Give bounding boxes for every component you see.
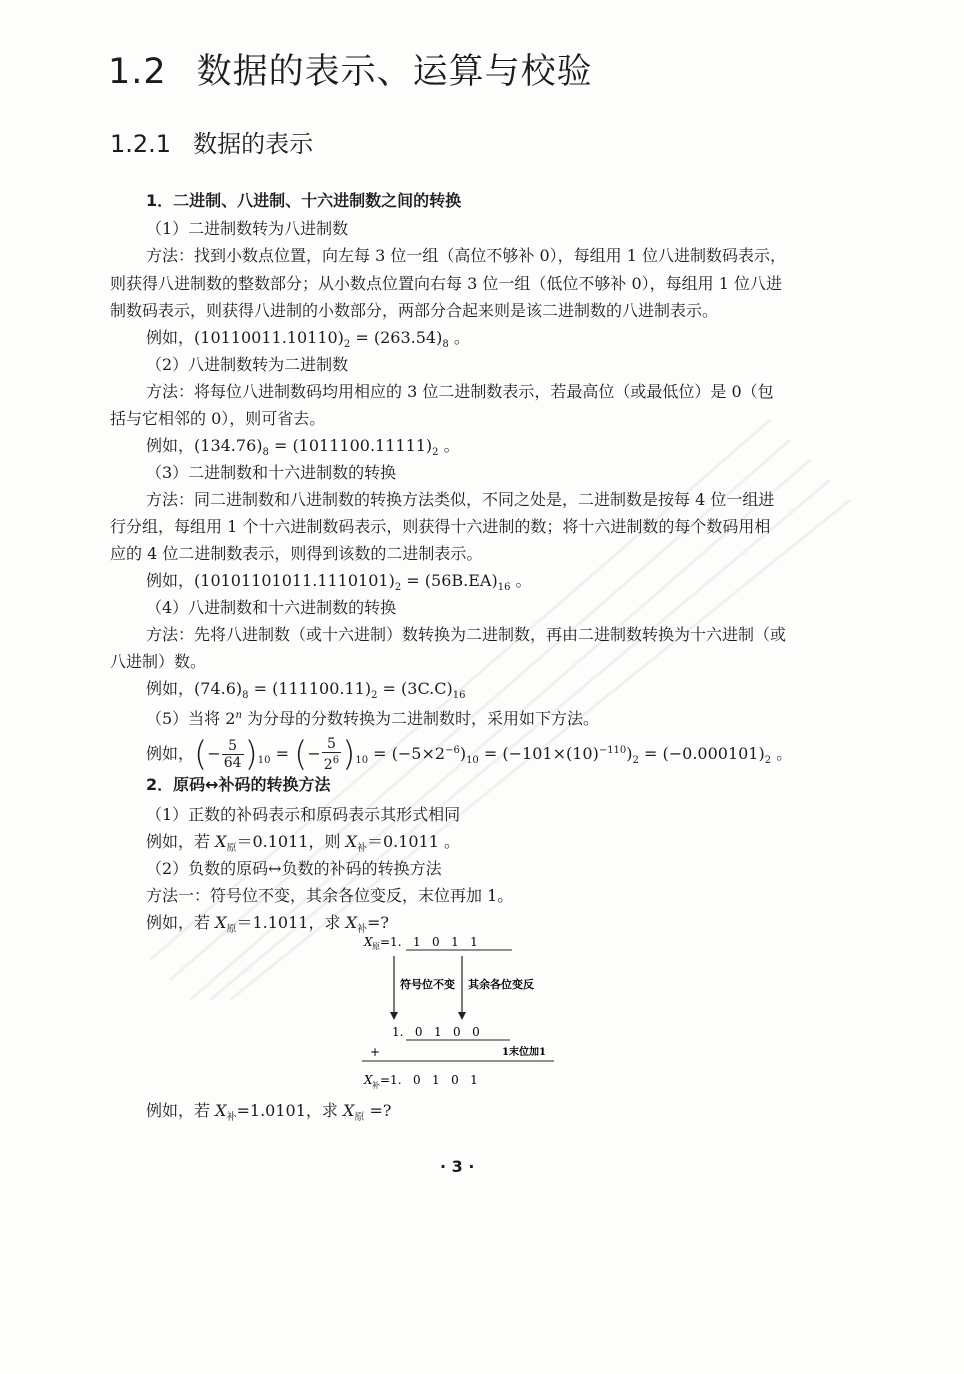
bu-sub: 补	[226, 1112, 237, 1123]
part1-item2-text-1: 方法：将每位八进制数码均用相应的 3 位二进制数表示，若最高位（或最低位）是 0（包	[146, 382, 774, 401]
subsection-title: 数据的表示	[193, 130, 314, 158]
x-var: X	[345, 913, 357, 932]
example-prefix: 例如，	[146, 328, 195, 347]
example-c: (3C.C)	[401, 679, 453, 698]
paren-close: )	[244, 734, 258, 775]
term-4-close: )	[626, 744, 633, 763]
example-end: 。	[515, 571, 532, 590]
base-10: 10	[257, 755, 271, 766]
term-3-exp: −6	[445, 745, 460, 756]
x-var: X	[342, 1101, 355, 1120]
example-rhs-base: 8	[442, 339, 449, 350]
part2-method1: 方法一：符号位不变，其余各位变反，末位再加 1。	[146, 886, 514, 905]
part2-item2-title: （2）负数的原码↔负数的补码的转换方法	[146, 859, 442, 878]
part1-item3-example: 例如，$(10101101011.1110101)_2 = (56B.EA)_{16}$ 。	[146, 571, 532, 593]
paren-open: (	[294, 734, 308, 775]
fraction-2-num: 5	[322, 736, 341, 753]
example-a: 例如，若	[146, 832, 216, 851]
diagram-left-label: 符号位不变	[400, 978, 455, 991]
fraction-2-den	[322, 753, 341, 773]
example-c: =?	[364, 1101, 392, 1120]
part1-item1-title: （1）二进制数转为八进制数	[146, 219, 349, 238]
fraction-1-den: 64	[223, 755, 242, 771]
example-prefix: 例如，	[146, 571, 195, 590]
part1-item1-text-2: 则获得八进制数的整数部分；从小数点位置向右每 3 位一组（低位不够补 0），每组用 1 位八进	[110, 274, 782, 293]
yuan-sub: 原	[354, 1112, 365, 1123]
example-a: 例如，若	[146, 1101, 216, 1120]
term-3: (−5×2	[391, 744, 446, 763]
example-b: (111100.11)	[272, 679, 372, 698]
term-4: (−101×(10)	[502, 744, 599, 763]
fraction-1	[222, 738, 244, 771]
part1-item3-title: （3）二进制数和十六进制数的转换	[146, 463, 397, 482]
bu-sub: 补	[356, 843, 367, 854]
example-end: 。	[453, 328, 470, 347]
diagram-x-yuan: X	[364, 935, 373, 949]
part1-item4-text-1: 方法：先将八进制数（或十六进制）数转换为二进制数，再由二进制数转换为十六进制（或	[146, 625, 787, 644]
part1-item4-text-2: 八进制）数。	[110, 652, 207, 671]
term-4-exp: −110	[598, 745, 627, 756]
example-end: 。	[776, 744, 793, 763]
example-rhs: (56B.EA)	[424, 571, 498, 590]
term-5: (−0.000101)	[662, 744, 765, 763]
example-lhs: (10110011.10110)	[194, 328, 344, 347]
section-title: 数据的表示、运算与校验	[196, 52, 593, 92]
diagram-mid-row: 1. 0 1 0 0	[392, 1025, 480, 1039]
x-var: X	[215, 913, 227, 932]
part1-item3-text-2: 行分组，每组用 1 个十六进制数码表示，则获得十六进制的数；将十六进制数的每个数码用相	[110, 517, 771, 536]
example-prefix: 例如，	[146, 679, 195, 698]
item5-title-b: 为分母的分数转换为二进制数时，采用如下方法。	[241, 709, 599, 728]
example-prefix: 例如，	[146, 436, 195, 455]
part2-item1-title: （1）正数的补码表示和原码表示其形式相同	[146, 805, 461, 824]
example-a-base: 8	[242, 690, 249, 701]
item5-title-a: （5）当将 2	[146, 709, 236, 728]
part1-item2-text-2: 括与它相邻的 0），则可省去。	[110, 409, 326, 428]
example-a: (74.6)	[194, 679, 243, 698]
part1-item2-example: 例如，$(134.76)_8 = (1011100.11111)_2$ 。	[146, 436, 460, 458]
example-b: ＝0.1011，则	[236, 832, 346, 851]
example-b: ＝1.1011，求	[236, 913, 346, 932]
example-rhs-base: 2	[432, 447, 439, 458]
x-var: X	[215, 1101, 227, 1120]
example-prefix: 例如，	[146, 744, 195, 763]
example-end: 。	[443, 436, 460, 455]
paren-close: )	[342, 734, 356, 775]
diagram-bottom-x: X	[364, 1073, 373, 1087]
example-lhs-base: 2	[343, 339, 351, 350]
page-number: · 3 ·	[440, 1157, 475, 1176]
fraction-2	[322, 736, 341, 773]
part2-item1-example	[146, 832, 460, 859]
base-10: 10	[466, 755, 479, 766]
example-b: =1.0101，求	[236, 1101, 343, 1120]
section-number: 1.2	[108, 52, 167, 92]
example-lhs: (134.76)	[194, 436, 263, 455]
part1-item4-title: （4）八进制数和十六进制数的转换	[146, 598, 397, 617]
item5-title-n: n	[235, 710, 242, 721]
fraction-1-num: 5	[222, 738, 244, 755]
part2-heading: 2．原码↔补码的转换方法	[146, 775, 331, 794]
example-rhs: (263.54)	[373, 328, 443, 347]
fraction-2-den-base: 2	[323, 757, 333, 773]
part1-item5-title	[146, 706, 599, 729]
example-rhs-base: 16	[497, 582, 511, 593]
diagram-bottom-row: =1. 0 1 0 1	[380, 1073, 478, 1087]
subsection-heading	[110, 124, 313, 159]
example-lhs-base: 8	[262, 447, 269, 458]
example-rhs: (1011100.11111)	[292, 436, 433, 455]
diagram-plus: +	[370, 1045, 381, 1059]
paren-open: (	[194, 734, 208, 775]
yuan-sub: 原	[226, 924, 237, 935]
base-2: 2	[764, 755, 772, 766]
diagram-right-arrowhead	[458, 1012, 466, 1020]
bu-sub: 补	[356, 924, 367, 935]
example-c: =?	[366, 913, 389, 932]
diagram-yuan-sub: 原	[372, 942, 380, 951]
part1-item3-text-3: 应的 4 位二进制数表示，则得到该数的二进制表示。	[110, 544, 483, 563]
example-c: ＝0.1011 。	[366, 832, 461, 851]
yuan-sub: 原	[226, 843, 237, 854]
diagram-add-label: 1末位加1	[502, 1047, 546, 1058]
part1-item1-text-3: 制数码表示，则获得八进制的小数部分，两部分合起来则是该二进制数的八进制表示。	[110, 301, 719, 320]
diagram-top-row: =1. 1 0 1 1	[380, 935, 478, 949]
base-2: 2	[632, 755, 639, 766]
part1-heading: 1．二进制、八进制、十六进制数之间的转换	[146, 191, 462, 210]
section-heading	[108, 44, 593, 94]
x-var: X	[215, 832, 227, 851]
fraction-2-den-exp: 6	[332, 755, 340, 766]
complement-conversion-diagram	[350, 928, 580, 1098]
diagram-right-label: 其余各位变反	[468, 978, 534, 991]
diagram-left-arrowhead	[390, 1012, 398, 1020]
diagram-bu-sub: 补	[372, 1081, 380, 1090]
example-lhs-base: 2	[394, 582, 402, 593]
example-a: 例如，若	[146, 913, 216, 932]
part1-item1-text-1: 方法：找到小数点位置，向左每 3 位一组（高位不够补 0），每组用 1 位八进制数码表示，	[146, 246, 786, 265]
subsection-number: 1.2.1	[110, 130, 172, 158]
base-10: 10	[355, 755, 369, 766]
part1-item5-example: 例如，(− $\frac{5}{64}$ )$_{10}$ = (− $\frac{5}{2^6}$ )$_{10} = (-5\times 2^{-6})_{10} = (-101\times(10)^{-110})_2 = (-0.000101)_2$ 。	[146, 734, 793, 775]
part1-item4-example: 例如，$(74.6)_8 = (111100.11)_2 = (3C.C)_{16}$	[146, 679, 466, 701]
term-3-close: )	[459, 744, 467, 763]
example-lhs: (10101101011.1110101)	[194, 571, 395, 590]
part1-item3-text-1: 方法：同二进制数和八进制数的转换方法类似，不同之处是，二进制数是按每 4 位一组进	[146, 490, 775, 509]
part1-item1-example: 例如，$(10110011.10110)_2 = (263.54)_8$ 。	[146, 328, 470, 350]
example-b-base: 2	[371, 690, 378, 701]
part1-item2-title: （2）八进制数转为二进制数	[146, 355, 349, 374]
x-var: X	[345, 832, 357, 851]
example-c-base: 16	[452, 690, 466, 701]
part2-example2	[146, 1101, 391, 1128]
